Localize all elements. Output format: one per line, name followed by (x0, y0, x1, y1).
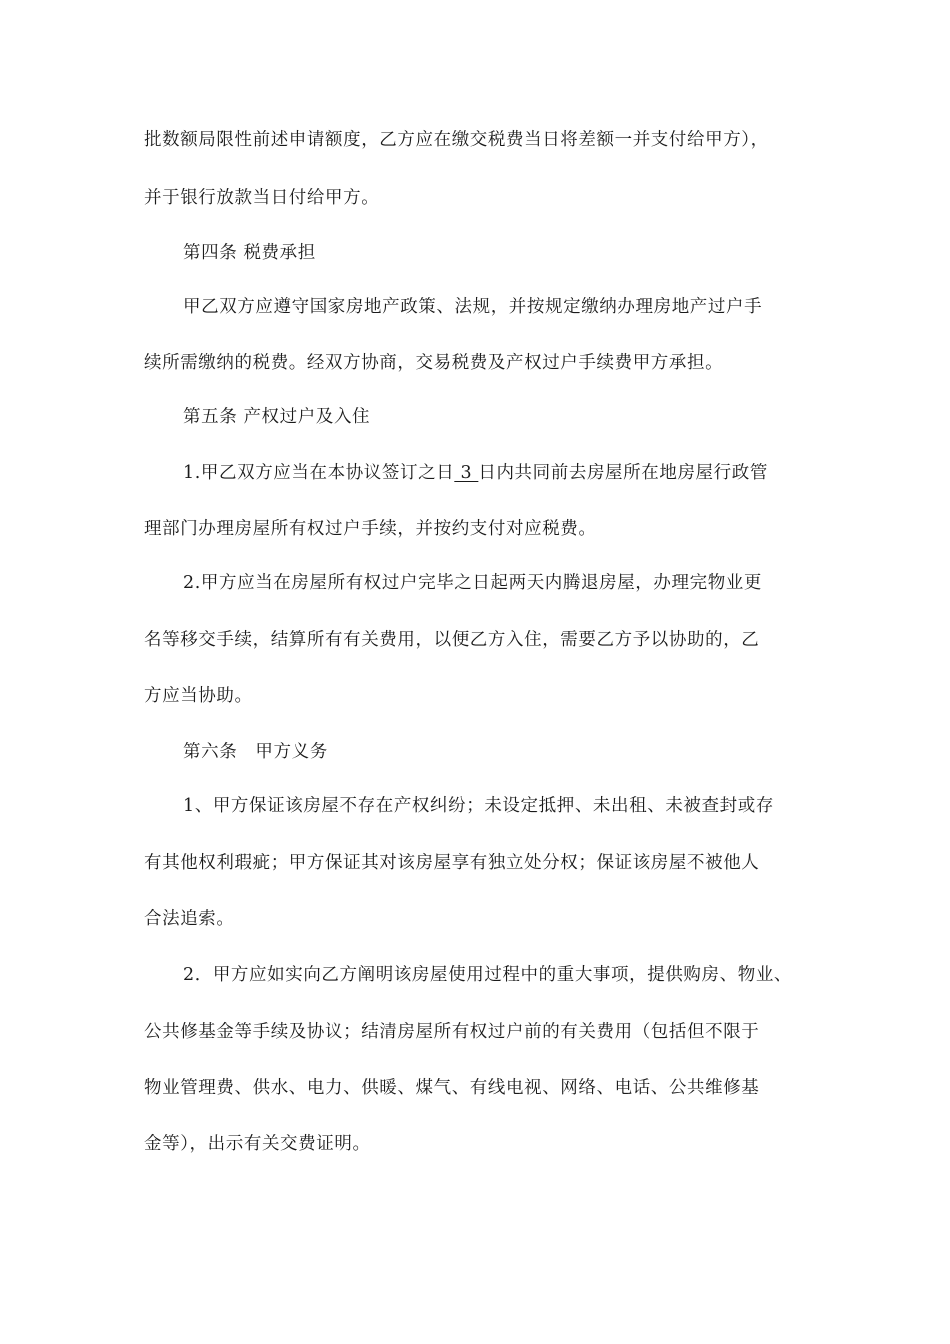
paragraph-line: 有其他权利瑕疵；甲方保证其对该房屋享有独立处分权；保证该房屋不被他人 (144, 853, 760, 873)
paragraph-line: 物业管理费、供水、电力、供暖、煤气、有线电视、网络、电话、公共维修基 (144, 1078, 760, 1098)
clause-text-after-blank: 日内共同前去房屋所在地房屋行政管 (478, 463, 768, 483)
paragraph-line: 续所需缴纳的税费。经双方协商，交易税费及产权过户手续费甲方承担。 (144, 353, 724, 373)
filled-days-value: 3 (454, 463, 479, 483)
section-heading-article-5: 第五条 产权过户及入住 (183, 407, 371, 427)
paragraph-line: 批数额局限性前述申请额度，乙方应在缴交税费当日将差额一并支付给甲方）， (144, 130, 769, 150)
section-heading-article-4: 第四条 税费承担 (183, 243, 316, 263)
paragraph-line: 方应当协助。 (144, 686, 253, 706)
paragraph-line: 理部门办理房屋所有权过户手续，并按约支付对应税费。 (144, 519, 597, 539)
paragraph-line: 公共修基金等手续及协议；结清房屋所有权过户前的有关费用（包括但不限于 (144, 1022, 760, 1042)
paragraph-line: 2．甲方应如实向乙方阐明该房屋使用过程中的重大事项，提供购房、物业、 (183, 965, 793, 985)
paragraph-line: 甲乙双方应遵守国家房地产政策、法规，并按规定缴纳办理房地产过户手 (183, 297, 763, 317)
paragraph-line: 2.甲方应当在房屋所有权过户完毕之日起两天内腾退房屋，办理完物业更 (183, 573, 762, 593)
paragraph-line: 合法追索。 (144, 909, 235, 929)
paragraph-line: 1、甲方保证该房屋不存在产权纠纷；未设定抵押、未出租、未被查封或存 (183, 796, 774, 816)
paragraph-line-with-blank (183, 461, 768, 485)
clause-text-before-blank: 1.甲乙双方应当在本协议签订之日 (183, 463, 455, 483)
paragraph-line: 并于银行放款当日付给甲方。 (144, 188, 380, 208)
paragraph-line: 名等移交手续，结算所有有关费用，以便乙方入住，需要乙方予以协助的，乙 (144, 630, 760, 650)
paragraph-line: 金等），出示有关交费证明。 (144, 1134, 371, 1154)
section-heading-article-6: 第六条 甲方义务 (183, 742, 328, 762)
